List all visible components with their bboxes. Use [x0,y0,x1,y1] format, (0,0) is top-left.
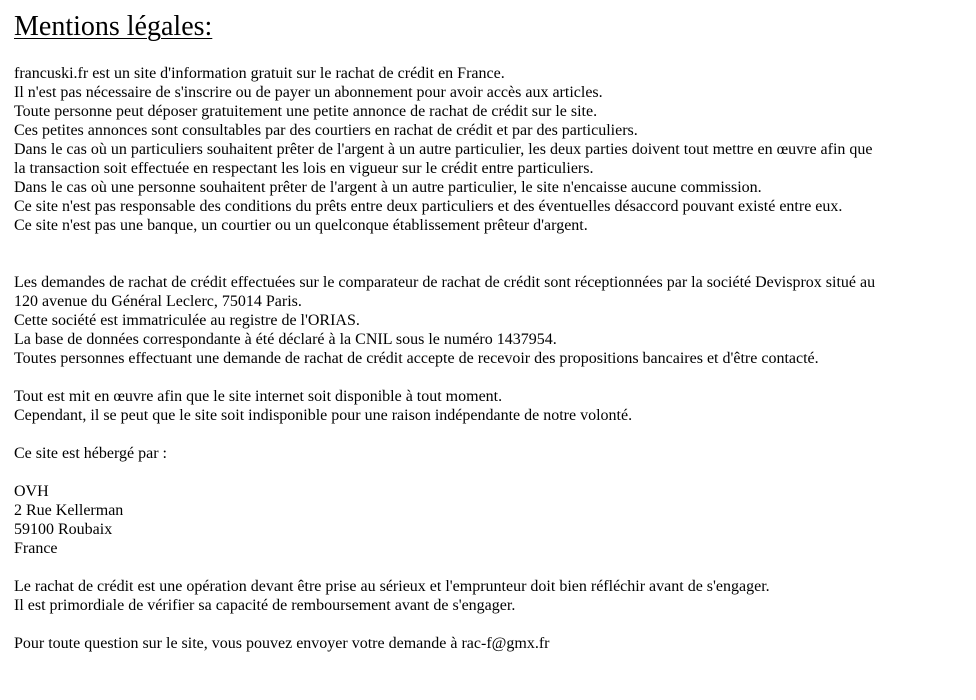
host-city: 59100 Roubaix [14,521,113,538]
contact-line [14,634,962,653]
spacer [14,615,962,634]
host-country: France [14,540,58,557]
text-line: Toute personne peut déposer gratuitement une petite annonce de rachat de crédit sur le site. [14,103,598,120]
company-info-section [14,273,962,368]
text-line: francuski.fr est un site d'information gratuit sur le rachat de crédit en France. [14,65,505,82]
text-line: Ce site n'est pas responsable des conditions du prêts entre deux particuliers et des éventuelles désaccord pouvant existé entre eux. [14,198,843,215]
spacer [14,463,962,482]
spacer [14,368,962,387]
text-line: Dans le cas où un particuliers souhaitent prêter de l'argent à un autre particulier, les deux parties doivent tout mettre en œuvre afin que [14,141,873,158]
text-line: Toutes personnes effectuant une demande de rachat de crédit accepte de recevoir des propositions bancaires et d'être contacté. [14,350,819,367]
host-street: 2 Rue Kellerman [14,502,124,519]
spacer [14,558,962,577]
site-info-section [14,64,962,235]
contact-email-link[interactable]: rac-f@gmx.fr [461,635,550,652]
page-title: Mentions légales: [14,11,213,42]
host-address [14,482,962,558]
availability-section [14,387,962,425]
text-line: Ce site n'est pas une banque, un courtier ou un quelconque établissement prêteur d'argent. [14,217,588,234]
text-line: Dans le cas où une personne souhaitent prêter de l'argent à un autre particulier, le site n'encaisse aucune commission. [14,179,762,196]
spacer [14,235,962,273]
text-line: Cette société est immatriculée au registre de l'ORIAS. [14,312,360,329]
text-line: Ces petites annonces sont consultables par des courtiers en rachat de crédit et par des particuliers. [14,122,638,139]
warning-section [14,577,962,615]
text-line: Cependant, il se peut que le site soit indisponible pour une raison indépendante de notre volonté. [14,407,633,424]
host-name: OVH [14,483,49,500]
text-line: Il n'est pas nécessaire de s'inscrire ou de payer un abonnement pour avoir accès aux articles. [14,84,603,101]
text-line: Les demandes de rachat de crédit effectuées sur le comparateur de rachat de crédit sont réceptionnées par la société Devisprox situé au [14,274,876,291]
text-line: Le rachat de crédit est une opération devant être prise au sérieux et l'emprunteur doit bien réfléchir avant de s'engager. [14,578,770,595]
contact-text: Pour toute question sur le site, vous pouvez envoyer votre demande à [14,635,462,652]
spacer [14,425,962,444]
text-line: Tout est mit en œuvre afin que le site internet soit disponible à tout moment. [14,388,503,405]
text-line: La base de données correspondante à été déclaré à la CNIL sous le numéro 1437954. [14,331,557,348]
text-line: 120 avenue du Général Leclerc, 75014 Paris. [14,293,302,310]
hosting-label: Ce site est hébergé par : [14,445,167,462]
text-line: la transaction soit effectuée en respectant les lois en vigueur sur le crédit entre particuliers. [14,160,594,177]
text-line: Il est primordiale de vérifier sa capacité de remboursement avant de s'engager. [14,597,516,614]
